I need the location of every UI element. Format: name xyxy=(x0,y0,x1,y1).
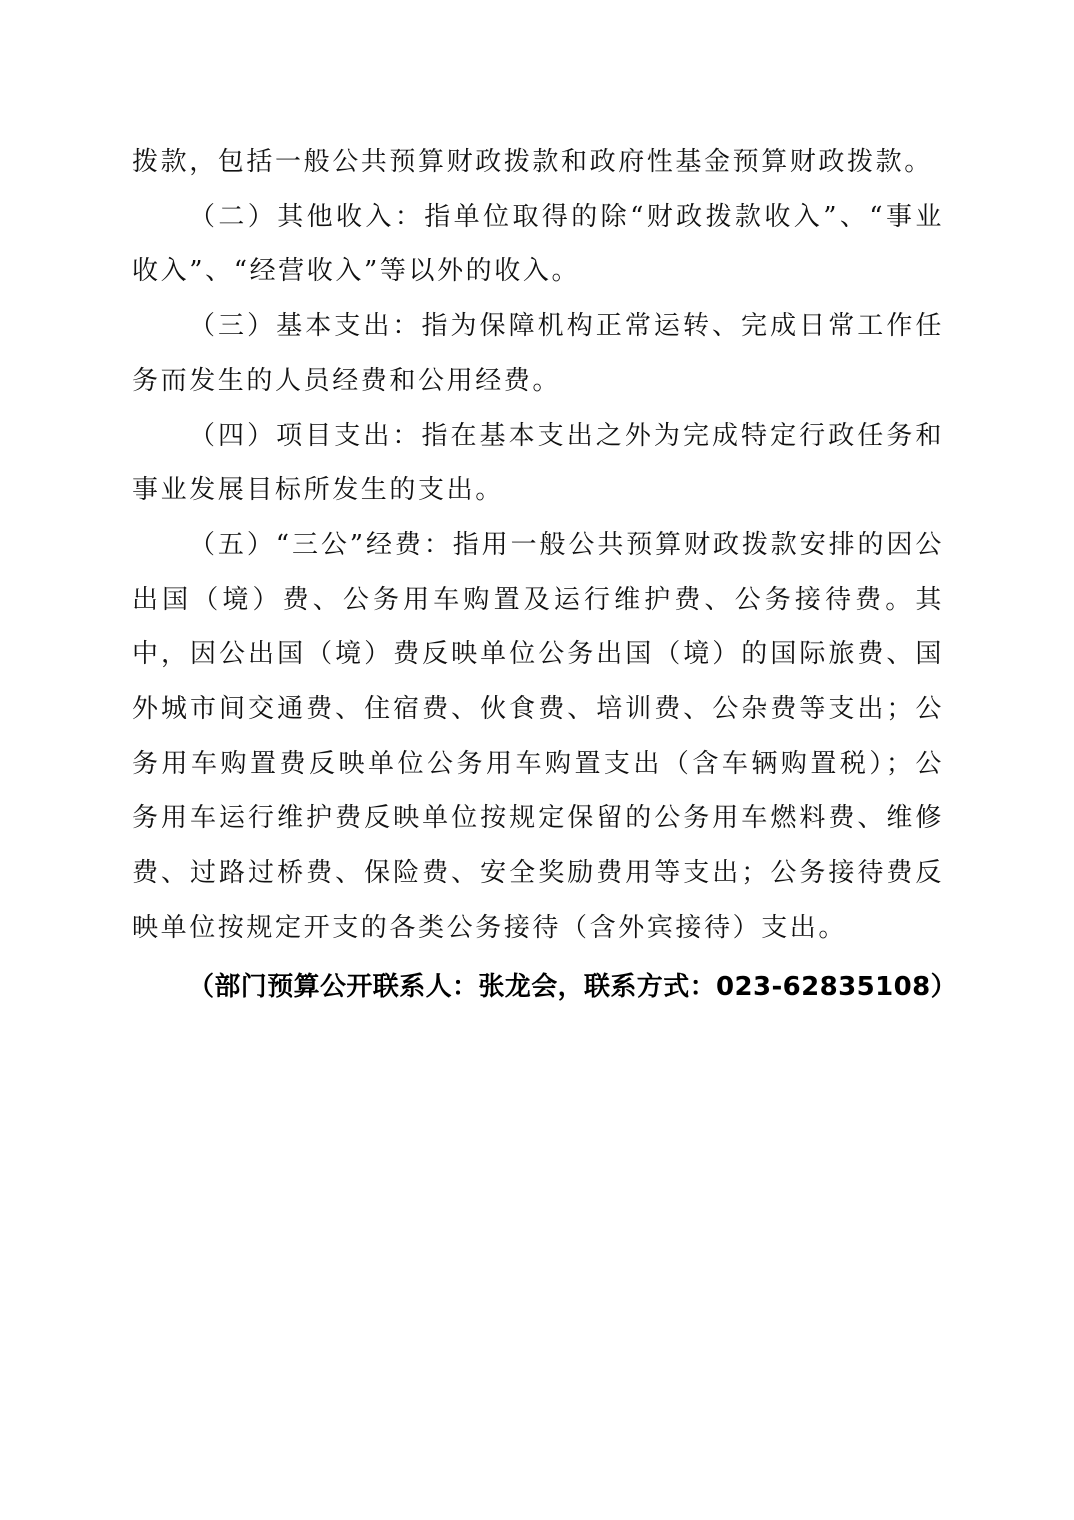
paragraph-basic-expenditure: （三）基本支出：指为保障机构正常运转、完成日常工作任务而发生的人员经费和公用经费。 xyxy=(132,311,944,396)
paragraph-other-income: （二）其他收入：指单位取得的除“财政拨款收入”、“事业收入”、“经营收入”等以外的收入。 xyxy=(132,201,944,287)
paragraph-project-expenditure: （四）项目支出：指在基本支出之外为完成特定行政任务和事业发展目标所发生的支出。 xyxy=(132,420,944,506)
paragraph-three-public-expenses: （五）“三公”经费：指用一般公共预算财政拨款安排的因公出国（境）费、公务用车购置及运行维护费、公务接待费。其中，因公出国（境）费反映单位公务出国（境）的国际旅费、国外城市间交通费、住宿费、伙食费、培训费、公杂费等支出；公务用车购置费反映单位公务用车购置支出（含车辆购置税）；公务用车运行维护费反映单位按规定保留的公务用车燃料费、维修费、过路过桥费、保险费、安全奖励费用等支出；公务接待费反映单位按规定开支的各类公务接待（含外宾接待）支出。 xyxy=(132,529,944,943)
body-text xyxy=(132,135,944,956)
paragraph-continuation: 拨款，包括一般公共预算财政拨款和政府性基金预算财政拨款。 xyxy=(132,147,933,177)
contact-line: （部门预算公开联系人：张龙会，联系方式：023-62835108） xyxy=(188,972,957,1002)
